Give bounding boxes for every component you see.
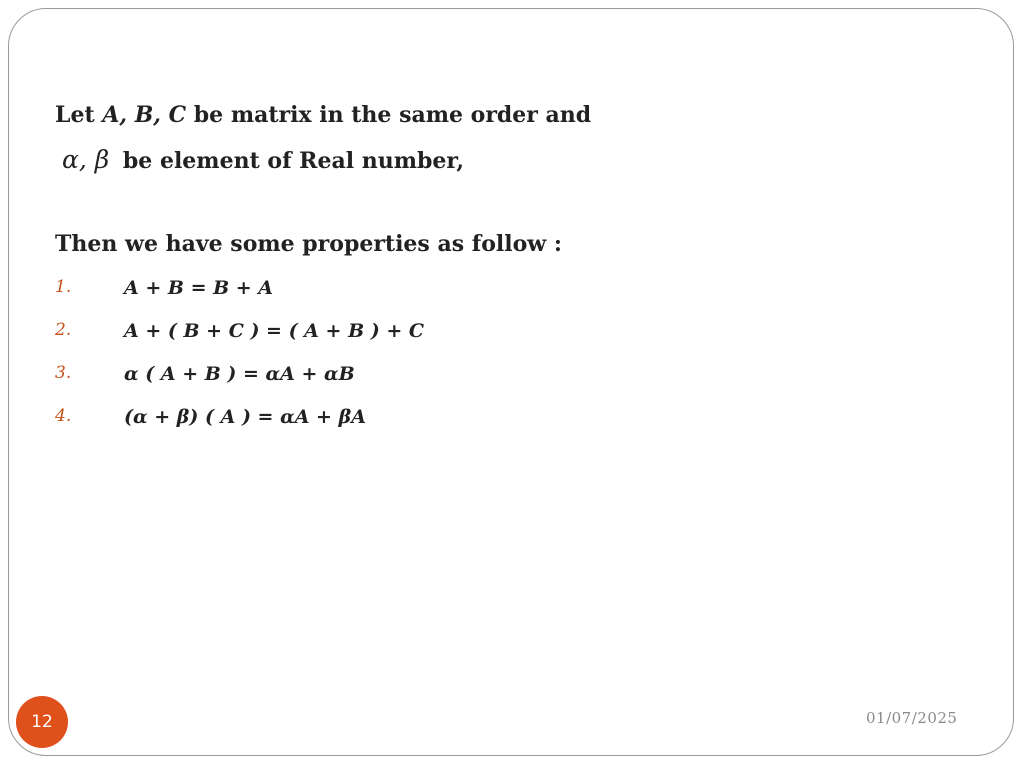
formula-text: α ( A + B ) = αA + αB xyxy=(124,363,355,385)
page-number-badge: 12 xyxy=(16,696,68,748)
intro-text-1: be matrix in the same order and xyxy=(193,102,592,128)
intro-text-2: be element of Real number, xyxy=(122,148,465,174)
property-number: 4. xyxy=(55,406,72,426)
formula-text: A + ( B + C ) = ( A + B ) + C xyxy=(124,320,425,342)
property-formula xyxy=(124,402,366,431)
property-number: 3. xyxy=(55,363,72,383)
property-formula xyxy=(124,316,424,345)
let-word: Let xyxy=(55,102,95,128)
greek-scalars: α, β xyxy=(62,145,110,174)
slide-date: 01/07/2025 xyxy=(866,709,958,727)
property-number: 2. xyxy=(55,320,72,340)
formula-text: (α + β) ( A ) = αA + βA xyxy=(124,406,366,428)
properties-lead: Then we have some properties as follow : xyxy=(55,231,563,257)
matrix-names: A, B, C xyxy=(102,102,187,128)
intro-line-1 xyxy=(55,101,591,129)
formula-text: A + B = B + A xyxy=(124,277,274,299)
property-number: 1. xyxy=(55,277,72,297)
property-formula xyxy=(124,273,273,302)
intro-line-2 xyxy=(62,146,464,175)
property-formula xyxy=(124,359,355,388)
